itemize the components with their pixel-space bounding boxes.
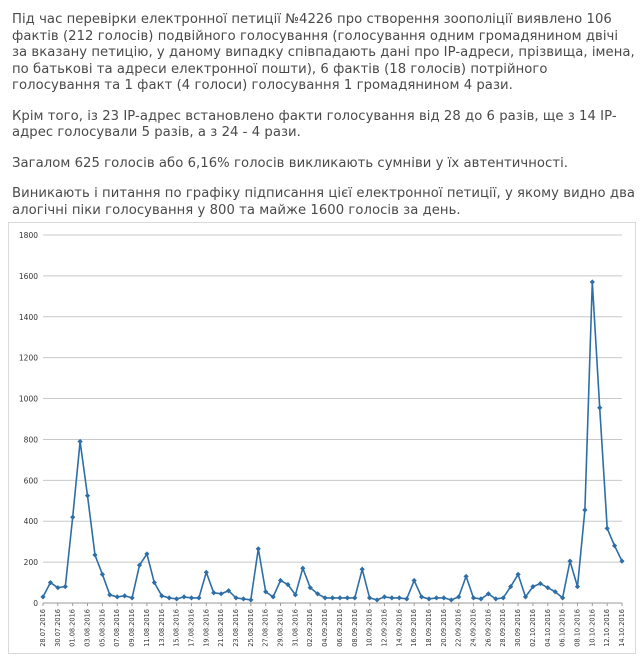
x-tick-label: 06.09.2016 [335,609,344,647]
x-tick-label: 28.09.2016 [499,609,508,647]
data-point [219,591,224,596]
data-point [367,595,372,600]
series-line [43,282,622,600]
x-tick-label: 12.10.2016 [603,609,612,647]
data-point [129,595,134,600]
x-tick-label: 08.09.2016 [350,609,359,647]
y-tick-label: 400 [23,517,38,527]
x-tick-label: 23.08.2016 [232,609,240,647]
x-tick-label: 17.08.2016 [187,609,196,647]
data-point [181,594,186,599]
data-point [204,570,209,575]
x-tick-label: 04.09.2016 [321,609,330,647]
y-tick-label: 1000 [18,394,38,404]
data-point [582,507,587,512]
x-tick-label: 04.10.2016 [543,609,552,647]
x-tick-label: 02.09.2016 [306,609,315,647]
x-tick-label: 05.08.2016 [98,609,107,647]
data-point [256,546,261,551]
x-tick-label: 14.09.2016 [395,609,404,647]
x-tick-label: 16.09.2016 [410,609,419,647]
x-tick-label: 11.08.2016 [142,609,151,647]
x-tick-label: 19.08.2016 [202,609,211,647]
data-point [464,574,469,579]
data-point [441,595,446,600]
x-tick-label: 08.10.2016 [573,609,582,647]
y-tick-label: 800 [23,435,38,445]
x-tick-label: 31.08.2016 [291,609,300,647]
data-point [397,595,402,600]
x-tick-label: 25.08.2016 [246,609,255,647]
chart-frame [8,222,636,654]
data-point [434,595,439,600]
data-point [330,595,335,600]
paragraph-petition-findings: Під час перевірки електронної петиції №4226 про створення зоополіції виявлено 106 фактів (212 голосів) подвійного голосування (голосування одним громадянином двічі за вказану петицію, у даному випадку співпадають дані про IP-адреси, прізвища, імена, по батькові та адреси електронної пошти), 6 фактів (18 голосів) потрійного голосування та 1 факт (4 голоси) голосування 1 громадянином 4 рази. [12,12,635,93]
x-tick-label: 13.08.2016 [157,609,166,647]
data-point [300,566,305,571]
data-point [122,593,127,598]
paragraph-ip-addresses: Крім того, із 23 IP-адрес встановлено факти голосування від 28 до 6 разів, ще з 14 IP-адрес голосували 5 разів, а з 24 - 4 рази. [12,108,617,140]
data-point [167,595,172,600]
y-tick-label: 0 [33,599,38,608]
data-point [63,584,68,589]
y-tick-label: 600 [23,476,38,486]
x-tick-label: 10.10.2016 [588,609,597,647]
x-tick-label: 22.09.2016 [454,609,463,647]
paragraph-total-doubtful: Загалом 625 голосів або 6,16% голосів викликають сумніви у їх автентичності. [12,155,569,171]
x-tick-label: 20.09.2016 [439,609,448,647]
x-tick-label: 30.07.2016 [53,609,62,647]
x-tick-label: 12.09.2016 [380,609,389,647]
x-tick-label: 24.09.2016 [469,609,478,647]
x-tick-label: 14.10.2016 [618,609,626,647]
x-tick-label: 26.09.2016 [484,609,493,647]
data-point [382,594,387,599]
data-point [605,526,610,531]
x-tick-label: 21.08.2016 [217,609,226,647]
data-point [412,578,417,583]
y-tick-label: 1600 [18,271,38,281]
x-tick-label: 28.07.2016 [39,609,47,647]
x-tick-label: 03.08.2016 [83,609,92,647]
data-point [345,595,350,600]
x-tick-label: 18.09.2016 [425,609,433,647]
data-point [426,596,431,601]
y-tick-label: 200 [23,558,38,568]
data-point [590,279,595,284]
data-point [456,594,461,599]
data-point [619,558,624,563]
votes-line-chart [9,223,635,653]
data-point [352,595,357,600]
x-tick-label: 10.09.2016 [365,609,374,647]
data-point [374,597,379,602]
x-tick-label: 06.10.2016 [558,609,567,647]
x-tick-label: 09.08.2016 [128,609,137,647]
paragraph-chart-question: Виникають і питання по графіку підписання цієї електронної петиції, у якому видно два алогічні піки голосування у 800 та майже 1600 голосів за день. [12,186,636,218]
data-point [92,552,97,557]
y-tick-label: 1400 [18,312,38,322]
data-point [196,595,201,600]
x-tick-label: 30.09.2016 [514,609,523,647]
data-point [248,597,253,602]
article-text [12,12,636,233]
data-point [70,515,75,520]
data-point [337,595,342,600]
x-tick-label: 02.10.2016 [528,609,537,647]
x-tick-label: 07.08.2016 [113,609,122,647]
data-point [115,594,120,599]
data-point [85,493,90,498]
data-point [189,595,194,600]
data-point [471,595,476,600]
data-point [241,596,246,601]
data-point [419,594,424,599]
x-tick-label: 27.08.2016 [261,609,270,647]
data-point [597,405,602,410]
data-point [449,597,454,602]
data-point [360,567,365,572]
y-tick-label: 1800 [18,231,38,240]
data-point [567,558,572,563]
y-tick-label: 1200 [18,353,38,363]
data-point [107,592,112,597]
x-tick-label: 29.08.2016 [276,609,285,647]
x-tick-label: 01.08.2016 [68,609,77,647]
data-point [404,596,409,601]
data-point [100,572,105,577]
data-point [174,596,179,601]
data-point [389,595,394,600]
data-point [612,543,617,548]
data-point [211,590,216,595]
x-tick-label: 15.08.2016 [172,609,181,647]
data-point [575,584,580,589]
